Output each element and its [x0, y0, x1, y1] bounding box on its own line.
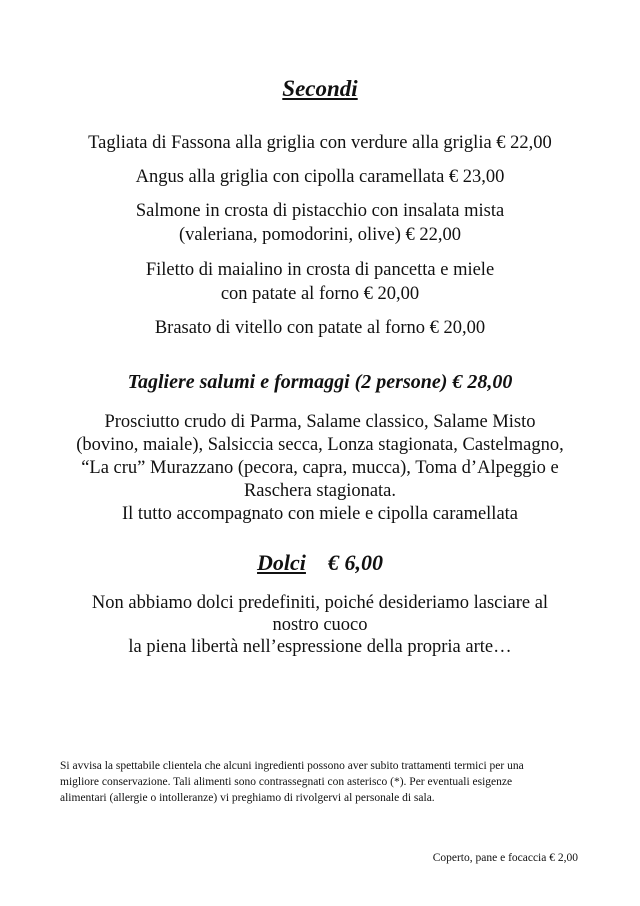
- dish-line: Brasato di vitello con patate al forno € 20,00: [154, 318, 486, 338]
- dish-line: (valeriana, pomodorini, olive) € 22,00: [178, 225, 462, 245]
- dish-line: Angus alla griglia con cipolla caramellata € 23,00: [135, 167, 505, 187]
- dolci-line: nostro cuoco: [272, 615, 368, 635]
- tagliere-heading: Tagliere salumi e formaggi (2 persone) € 28,00: [127, 371, 513, 393]
- dish-line: Salmone in crosta di pistacchio con insalata mista: [135, 201, 505, 221]
- dolci-line: Non abbiamo dolci predefiniti, poiché desideriamo lasciare al: [91, 593, 549, 613]
- dish-tagliata: [0, 131, 640, 155]
- tagliere-line: Prosciutto crudo di Parma, Salame classico, Salame Misto: [104, 412, 536, 432]
- dolci-price: € 6,00: [327, 550, 383, 575]
- coperto-price: Coperto, pane e focaccia € 2,00: [432, 852, 578, 864]
- dolci-heading: [0, 550, 640, 576]
- allergen-notice: [60, 758, 588, 806]
- dolci-title: Dolci: [257, 550, 306, 575]
- dish-brasato: [0, 316, 640, 340]
- dish-angus: [0, 165, 640, 189]
- dish-line: Filetto di maialino in crosta di pancetta e miele: [145, 260, 495, 280]
- notice-line: Si avvisa la spettabile clientela che alcuni ingredienti possono aver subito trattamenti termici per una: [60, 760, 524, 772]
- tagliere-line: (bovino, maiale), Salsiccia secca, Lonza stagionata, Castelmagno,: [76, 435, 564, 455]
- tagliere-line: Il tutto accompagnato con miele e cipolla caramellata: [121, 504, 519, 524]
- dish-line: Tagliata di Fassona alla griglia con verdure alla griglia € 22,00: [88, 133, 552, 153]
- dish-salmone: [0, 199, 640, 247]
- dish-line: con patate al forno € 20,00: [220, 284, 420, 304]
- secondi-heading: Secondi: [282, 76, 358, 101]
- tagliere-line: Raschera stagionata.: [243, 481, 397, 501]
- notice-line: migliore conservazione. Tali alimenti sono contrassegnati con asterisco (*). Per eventuali esigenze: [60, 776, 513, 788]
- dolci-line: la piena libertà nell’espressione della propria arte…: [128, 637, 512, 657]
- dolci-description: [0, 592, 640, 658]
- dish-filetto: [0, 258, 640, 306]
- tagliere-line: “La cru” Murazzano (pecora, capra, mucca), Toma d’Alpeggio e: [81, 458, 559, 478]
- notice-line: alimentari (allergie o intolleranze) vi preghiamo di rivolgervi al personale di sala.: [60, 792, 435, 804]
- tagliere-description: [0, 411, 640, 526]
